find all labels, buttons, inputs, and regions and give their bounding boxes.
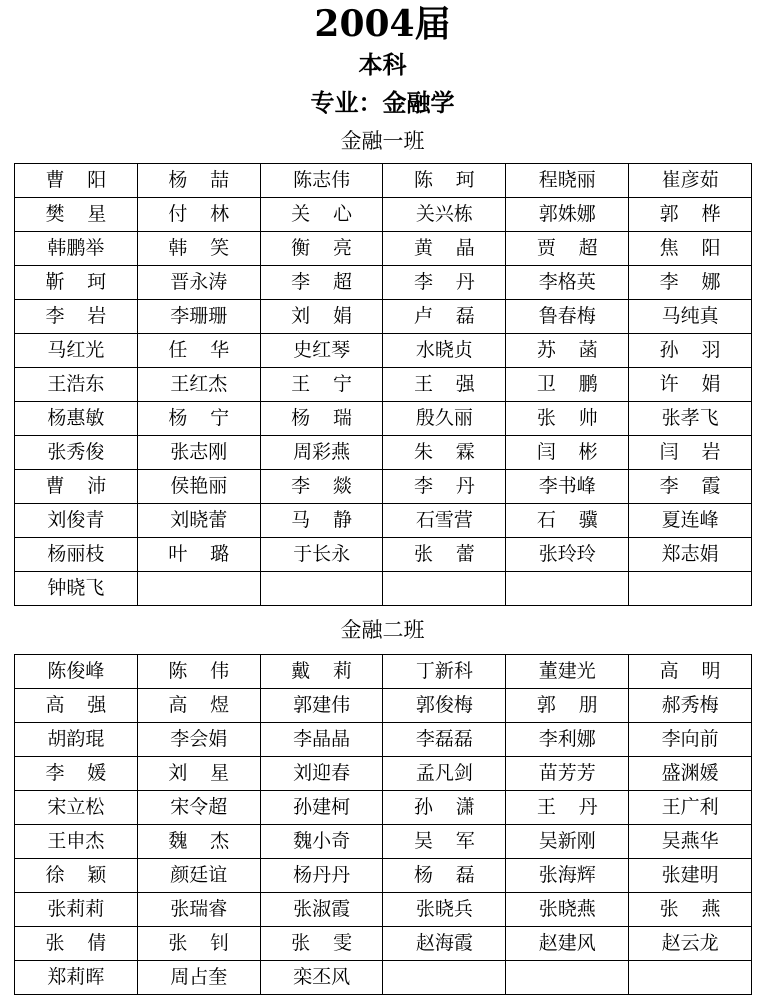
roster-row <box>15 334 752 368</box>
roster-row <box>15 368 752 402</box>
empty-cell <box>629 961 752 995</box>
student-name-cell: 郑志娟 <box>629 538 752 572</box>
page-title: 2004届 <box>314 3 451 45</box>
student-name-cell: 张莉莉 <box>15 893 138 927</box>
student-name-cell: 陈珂 <box>383 164 506 198</box>
student-name-cell: 李媛 <box>15 757 138 791</box>
student-name-cell: 刘星 <box>137 757 260 791</box>
student-name-cell: 李娜 <box>629 266 752 300</box>
student-name-cell: 贾超 <box>506 232 629 266</box>
student-name-cell: 夏连峰 <box>629 504 752 538</box>
student-name-cell: 张志刚 <box>137 436 260 470</box>
student-name-cell: 胡韵琨 <box>15 723 138 757</box>
student-name-cell: 张淑霞 <box>260 893 383 927</box>
student-name-cell: 徐颖 <box>15 859 138 893</box>
student-name-cell: 殷久丽 <box>383 402 506 436</box>
student-name-cell: 戴莉 <box>260 655 383 689</box>
empty-cell <box>506 572 629 606</box>
student-name-cell: 张钊 <box>137 927 260 961</box>
student-name-cell: 郝秀梅 <box>629 689 752 723</box>
student-name-cell: 吴军 <box>383 825 506 859</box>
student-name-cell: 赵海霞 <box>383 927 506 961</box>
student-name-cell: 苗芳芳 <box>506 757 629 791</box>
student-name-cell: 郭桦 <box>629 198 752 232</box>
student-name-cell: 张雯 <box>260 927 383 961</box>
roster-row <box>15 927 752 961</box>
student-name-cell: 刘迎春 <box>260 757 383 791</box>
empty-cell <box>629 572 752 606</box>
student-name-cell: 李珊珊 <box>137 300 260 334</box>
student-name-cell: 高煜 <box>137 689 260 723</box>
roster-row <box>15 300 752 334</box>
student-name-cell: 刘娟 <box>260 300 383 334</box>
student-name-cell: 程晓丽 <box>506 164 629 198</box>
student-name-cell: 张海辉 <box>506 859 629 893</box>
student-name-cell: 杨丽枝 <box>15 538 138 572</box>
roster-row <box>15 655 752 689</box>
roster-row <box>15 470 752 504</box>
student-name-cell: 周占奎 <box>137 961 260 995</box>
student-name-cell: 魏小奇 <box>260 825 383 859</box>
student-name-cell: 盛渊媛 <box>629 757 752 791</box>
roster-row <box>15 757 752 791</box>
student-name-cell: 王广利 <box>629 791 752 825</box>
student-name-cell: 许娟 <box>629 368 752 402</box>
student-name-cell: 鲁春梅 <box>506 300 629 334</box>
student-name-cell: 张燕 <box>629 893 752 927</box>
student-name-cell: 李格英 <box>506 266 629 300</box>
student-name-cell: 闫彬 <box>506 436 629 470</box>
student-name-cell: 王强 <box>383 368 506 402</box>
roster-row <box>15 791 752 825</box>
student-name-cell: 孙潇 <box>383 791 506 825</box>
student-name-cell: 杨磊 <box>383 859 506 893</box>
student-name-cell: 周彩燕 <box>260 436 383 470</box>
student-name-cell: 郑莉晖 <box>15 961 138 995</box>
student-name-cell: 李利娜 <box>506 723 629 757</box>
roster-row <box>15 689 752 723</box>
empty-cell <box>506 961 629 995</box>
student-name-cell: 侯艳丽 <box>137 470 260 504</box>
roster-row <box>15 504 752 538</box>
student-name-cell: 丁新科 <box>383 655 506 689</box>
empty-cell <box>383 961 506 995</box>
roster-row <box>15 859 752 893</box>
roster-row <box>15 723 752 757</box>
major-heading: 专业：金融学 <box>310 88 455 117</box>
student-name-cell: 杨丹丹 <box>260 859 383 893</box>
student-name-cell: 李超 <box>260 266 383 300</box>
student-name-cell: 苏菡 <box>506 334 629 368</box>
roster-row <box>15 402 752 436</box>
roster-row <box>15 266 752 300</box>
student-name-cell: 崔彦茹 <box>629 164 752 198</box>
student-name-cell: 吴新刚 <box>506 825 629 859</box>
roster-row <box>15 538 752 572</box>
student-name-cell: 高明 <box>629 655 752 689</box>
class-title-1: 金融一班 <box>340 129 425 153</box>
student-name-cell: 曹阳 <box>15 164 138 198</box>
student-name-cell: 马红光 <box>15 334 138 368</box>
student-name-cell: 于长永 <box>260 538 383 572</box>
student-name-cell: 钟晓飞 <box>15 572 138 606</box>
student-name-cell: 刘俊青 <box>15 504 138 538</box>
student-name-cell: 李书峰 <box>506 470 629 504</box>
student-name-cell: 马纯真 <box>629 300 752 334</box>
student-name-cell: 靳珂 <box>15 266 138 300</box>
student-name-cell: 宋令超 <box>137 791 260 825</box>
degree-level: 本科 <box>358 50 407 79</box>
student-name-cell: 张帅 <box>506 402 629 436</box>
roster-row <box>15 825 752 859</box>
student-name-cell: 关心 <box>260 198 383 232</box>
student-name-cell: 石雪营 <box>383 504 506 538</box>
student-name-cell: 李丹 <box>383 470 506 504</box>
student-name-cell: 王浩东 <box>15 368 138 402</box>
student-name-cell: 李磊磊 <box>383 723 506 757</box>
student-name-cell: 郭朋 <box>506 689 629 723</box>
student-name-cell: 杨宁 <box>137 402 260 436</box>
student-name-cell: 李晶晶 <box>260 723 383 757</box>
student-name-cell: 关兴栋 <box>383 198 506 232</box>
student-name-cell: 李会娟 <box>137 723 260 757</box>
class-title-2: 金融二班 <box>340 618 425 642</box>
empty-cell <box>383 572 506 606</box>
student-name-cell: 李燚 <box>260 470 383 504</box>
student-name-cell: 张蕾 <box>383 538 506 572</box>
student-name-cell: 宋立松 <box>15 791 138 825</box>
student-name-cell: 张秀俊 <box>15 436 138 470</box>
student-name-cell: 王丹 <box>506 791 629 825</box>
roster-row <box>15 572 752 606</box>
student-name-cell: 郭姝娜 <box>506 198 629 232</box>
student-name-cell: 张建明 <box>629 859 752 893</box>
student-name-cell: 水晓贞 <box>383 334 506 368</box>
student-name-cell: 晋永涛 <box>137 266 260 300</box>
student-name-cell: 杨喆 <box>137 164 260 198</box>
student-name-cell: 张晓燕 <box>506 893 629 927</box>
student-name-cell: 董建光 <box>506 655 629 689</box>
student-name-cell: 曹沛 <box>15 470 138 504</box>
student-name-cell: 李霞 <box>629 470 752 504</box>
student-name-cell: 刘晓蕾 <box>137 504 260 538</box>
student-name-cell: 王申杰 <box>15 825 138 859</box>
roster-row <box>15 961 752 995</box>
student-name-cell: 魏杰 <box>137 825 260 859</box>
student-name-cell: 张倩 <box>15 927 138 961</box>
student-name-cell: 杨惠敏 <box>15 402 138 436</box>
student-name-cell: 赵云龙 <box>629 927 752 961</box>
student-name-cell: 闫岩 <box>629 436 752 470</box>
student-name-cell: 孟凡剑 <box>383 757 506 791</box>
student-name-cell: 马静 <box>260 504 383 538</box>
student-name-cell: 衡亮 <box>260 232 383 266</box>
student-name-cell: 郭俊梅 <box>383 689 506 723</box>
student-name-cell: 王红杰 <box>137 368 260 402</box>
student-name-cell: 杨瑞 <box>260 402 383 436</box>
student-name-cell: 石骥 <box>506 504 629 538</box>
student-name-cell: 朱霖 <box>383 436 506 470</box>
student-name-cell: 王宁 <box>260 368 383 402</box>
student-name-cell: 李岩 <box>15 300 138 334</box>
student-name-cell: 张玲玲 <box>506 538 629 572</box>
student-name-cell: 叶璐 <box>137 538 260 572</box>
class-roster-table-1 <box>14 163 752 606</box>
student-name-cell: 张孝飞 <box>629 402 752 436</box>
student-name-cell: 张瑞睿 <box>137 893 260 927</box>
student-name-cell: 焦阳 <box>629 232 752 266</box>
student-name-cell: 韩鹏举 <box>15 232 138 266</box>
student-name-cell: 付林 <box>137 198 260 232</box>
student-name-cell: 李丹 <box>383 266 506 300</box>
roster-row <box>15 198 752 232</box>
class-roster-table-2 <box>14 654 752 995</box>
student-name-cell: 黄晶 <box>383 232 506 266</box>
student-name-cell: 张晓兵 <box>383 893 506 927</box>
roster-row <box>15 893 752 927</box>
student-name-cell: 郭建伟 <box>260 689 383 723</box>
student-name-cell: 韩笑 <box>137 232 260 266</box>
empty-cell <box>260 572 383 606</box>
student-name-cell: 卫鹏 <box>506 368 629 402</box>
student-name-cell: 卢磊 <box>383 300 506 334</box>
empty-cell <box>137 572 260 606</box>
student-name-cell: 李向前 <box>629 723 752 757</box>
student-name-cell: 任华 <box>137 334 260 368</box>
student-name-cell: 栾丕风 <box>260 961 383 995</box>
roster-row <box>15 232 752 266</box>
roster-row <box>15 436 752 470</box>
student-name-cell: 颜廷谊 <box>137 859 260 893</box>
student-name-cell: 孙羽 <box>629 334 752 368</box>
student-name-cell: 孙建柯 <box>260 791 383 825</box>
student-name-cell: 吴燕华 <box>629 825 752 859</box>
roster-row <box>15 164 752 198</box>
student-name-cell: 陈伟 <box>137 655 260 689</box>
student-name-cell: 陈俊峰 <box>15 655 138 689</box>
student-name-cell: 史红琴 <box>260 334 383 368</box>
student-name-cell: 高强 <box>15 689 138 723</box>
student-name-cell: 赵建风 <box>506 927 629 961</box>
student-name-cell: 樊星 <box>15 198 138 232</box>
student-name-cell: 陈志伟 <box>260 164 383 198</box>
